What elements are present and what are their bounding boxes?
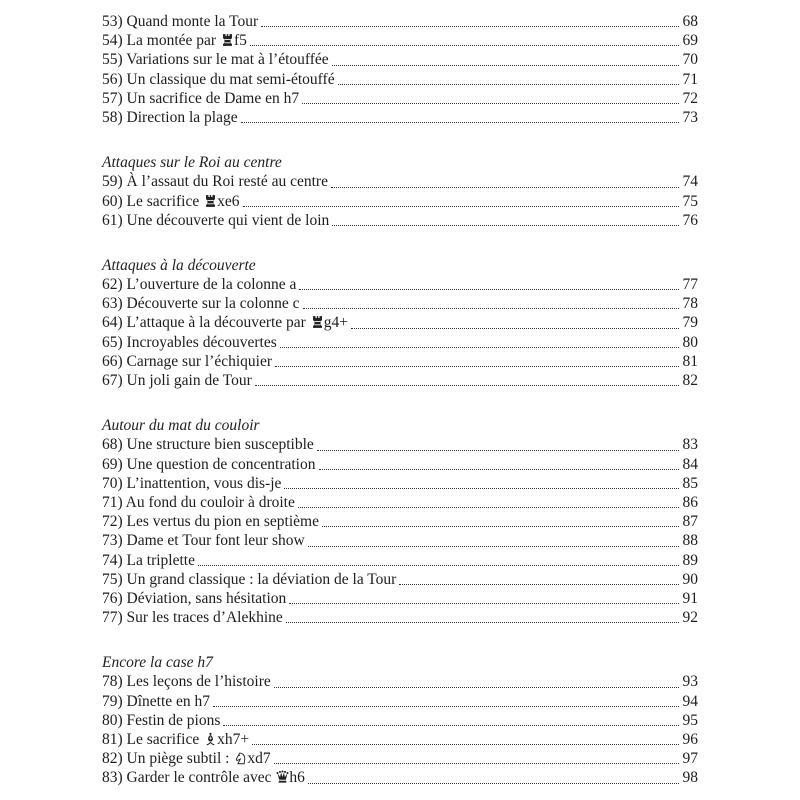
entry-move-notation: xd7 [247, 750, 271, 768]
toc-entry[interactable] [102, 730, 698, 749]
dot-leader [332, 224, 679, 226]
dot-leader [280, 346, 679, 348]
entry-page-number: 70 [682, 51, 698, 69]
toc-entry[interactable] [102, 673, 698, 692]
entry-page-number: 78 [682, 295, 698, 313]
entry-page-number: 71 [682, 70, 698, 88]
entry-title [102, 89, 300, 108]
entry-page-number: 68 [682, 12, 698, 30]
dot-leader [303, 307, 679, 309]
toc-entry[interactable] [102, 352, 698, 371]
dot-leader [289, 602, 679, 604]
dot-leader [213, 705, 679, 707]
entry-title [102, 531, 306, 550]
toc-entry[interactable] [102, 512, 698, 531]
entry-title-text: 60) Le sacrifice [102, 192, 204, 210]
entry-move-notation: xe6 [217, 192, 240, 210]
toc-entry[interactable] [102, 435, 698, 454]
dot-leader [338, 83, 679, 85]
entry-title-text: 79) Dînette en h7 [102, 692, 211, 710]
dot-leader [308, 782, 679, 784]
toc-entry[interactable] [102, 192, 698, 211]
entry-page-number: 74 [682, 173, 698, 191]
entry-page-number: 93 [682, 673, 698, 691]
chess-rook-icon [311, 315, 324, 329]
toc-entry[interactable] [102, 12, 698, 31]
toc-entry[interactable] [102, 455, 698, 474]
toc-entry[interactable] [102, 89, 698, 108]
entry-title-text: 73) Dame et Tour font leur show [102, 532, 305, 550]
entry-title-text: 53) Quand monte la Tour [102, 12, 259, 30]
section-heading: Attaques à la découverte [102, 256, 256, 274]
entry-page-number: 82 [682, 372, 698, 390]
entry-page-number: 81 [682, 352, 698, 370]
dot-leader [302, 102, 679, 104]
entry-title [102, 768, 306, 787]
entry-page-number: 80 [682, 333, 698, 351]
toc-entry[interactable] [102, 211, 698, 230]
entry-title-text: 72) Les vertus du pion en septième [102, 513, 319, 531]
entry-title [102, 294, 301, 313]
entry-title [102, 275, 297, 294]
entry-title [102, 711, 221, 730]
entry-title [102, 313, 349, 332]
toc-entry[interactable] [102, 172, 698, 191]
dot-leader [331, 186, 679, 188]
entry-title [102, 589, 287, 608]
entry-title [102, 50, 330, 69]
entry-title-text: 83) Garder le contrôle avec [102, 769, 276, 787]
dot-leader [351, 327, 679, 329]
entry-title-text: 82) Un piège subtil : [102, 750, 234, 768]
entry-title-text: 78) Les leçons de l’histoire [102, 673, 271, 691]
entry-title [102, 672, 272, 691]
entry-title [102, 730, 250, 749]
chess-rook-icon [204, 194, 217, 208]
entry-page-number: 84 [682, 455, 698, 473]
entry-title-text: 76) Déviation, sans hésitation [102, 589, 287, 607]
entry-title [102, 455, 317, 474]
section-heading: Attaques sur le Roi au centre [102, 154, 282, 172]
dot-leader [399, 583, 679, 585]
entry-title-text: 55) Variations sur le mat à l’étouffée [102, 51, 329, 69]
entry-title [102, 70, 336, 89]
toc-entry[interactable] [102, 711, 698, 730]
entry-title [102, 474, 282, 493]
entry-page-number: 73 [682, 108, 698, 126]
dot-leader [274, 686, 679, 688]
entry-title-text: 58) Direction la plage [102, 108, 238, 126]
entry-title-text: 64) L’attaque à la découverte par [102, 314, 310, 332]
toc-section [102, 653, 698, 787]
toc-entry[interactable] [102, 31, 698, 50]
entry-title-text: 69) Une question de concentration [102, 455, 316, 473]
toc-section [102, 153, 698, 230]
entry-title [102, 31, 248, 50]
entry-title [102, 493, 296, 512]
toc-entry[interactable] [102, 333, 698, 352]
entry-title-text: 68) Une structure bien susceptible [102, 436, 314, 454]
toc-entry[interactable] [102, 768, 698, 787]
entry-title [102, 692, 211, 711]
dot-leader [299, 288, 679, 290]
entry-page-number: 79 [682, 314, 698, 332]
toc-section [102, 416, 698, 627]
dot-leader [319, 468, 680, 470]
toc-entry[interactable] [102, 493, 698, 512]
entry-title [102, 12, 259, 31]
dot-leader [261, 25, 679, 27]
entry-title [102, 172, 329, 191]
dot-leader [198, 564, 679, 566]
toc-section [102, 12, 698, 127]
dot-leader [252, 743, 679, 745]
toc-entry[interactable] [102, 294, 698, 313]
entry-page-number: 90 [682, 570, 698, 588]
dot-leader [298, 506, 679, 508]
section-heading: Encore la case h7 [102, 654, 213, 672]
entry-title-text: 56) Un classique du mat semi-étouffé [102, 70, 335, 88]
dot-leader [250, 44, 679, 46]
table-of-contents [102, 12, 698, 788]
entry-title [102, 512, 320, 531]
dot-leader [286, 621, 679, 623]
entry-title-text: 61) Une découverte qui vient de loin [102, 211, 330, 229]
entry-move-notation: h6 [289, 769, 305, 787]
entry-page-number: 96 [682, 731, 698, 749]
entry-title [102, 749, 272, 768]
entry-page-number: 98 [682, 769, 698, 787]
entry-title-text: 81) Le sacrifice [102, 731, 204, 749]
dot-leader [275, 365, 679, 367]
toc-entry[interactable] [102, 551, 698, 570]
toc-entry[interactable] [102, 589, 698, 608]
entry-title-text: 66) Carnage sur l’échiquier [102, 352, 273, 370]
entry-title-text: 67) Un joli gain de Tour [102, 372, 252, 390]
toc-entry[interactable] [102, 474, 698, 493]
entry-title [102, 435, 315, 454]
entry-title-text: 57) Un sacrifice de Dame en h7 [102, 89, 300, 107]
entry-page-number: 69 [682, 32, 698, 50]
toc-entry[interactable] [102, 692, 698, 711]
dot-leader [322, 525, 679, 527]
entry-page-number: 86 [682, 493, 698, 511]
entry-title-text: 80) Festin de pions [102, 711, 221, 729]
toc-entry[interactable] [102, 70, 698, 89]
entry-title [102, 211, 330, 230]
dot-leader [255, 384, 679, 386]
entry-move-notation: f5 [233, 32, 247, 50]
entry-title [102, 371, 253, 390]
entry-move-notation: xh7+ [217, 731, 250, 749]
entry-title [102, 192, 241, 211]
toc-entry[interactable] [102, 608, 698, 627]
entry-page-number: 92 [682, 609, 698, 627]
dot-leader [308, 545, 679, 547]
entry-page-number: 97 [682, 750, 698, 768]
entry-page-number: 72 [682, 89, 698, 107]
entry-page-number: 87 [682, 513, 698, 531]
toc-entry[interactable] [102, 50, 698, 69]
chess-rook-icon [221, 33, 234, 47]
dot-leader [284, 487, 679, 489]
entry-title-text: 74) La triplette [102, 551, 195, 569]
dot-leader [243, 205, 679, 207]
entry-page-number: 95 [682, 711, 698, 729]
entry-title-text: 54) La montée par [102, 32, 220, 50]
entry-move-notation: g4+ [323, 314, 348, 332]
section-heading: Autour du mat du couloir [102, 417, 260, 435]
dot-leader [332, 64, 679, 66]
toc-entry[interactable] [102, 313, 698, 332]
dot-leader [274, 762, 679, 764]
entry-title-text: 62) L’ouverture de la colonne a [102, 276, 297, 294]
entry-page-number: 89 [682, 551, 698, 569]
entry-page-number: 77 [682, 276, 698, 294]
entry-title [102, 608, 284, 627]
entry-title [102, 551, 196, 570]
toc-entry[interactable] [102, 108, 698, 127]
toc-entry[interactable] [102, 275, 698, 294]
entry-page-number: 88 [682, 532, 698, 550]
dot-leader [241, 121, 679, 123]
entry-title [102, 108, 239, 127]
entry-title-text: 77) Sur les traces d’Alekhine [102, 609, 283, 627]
entry-page-number: 83 [682, 436, 698, 454]
dot-leader [317, 449, 679, 451]
dot-leader [223, 724, 679, 726]
chess-queen-icon [276, 770, 289, 784]
entry-page-number: 91 [682, 589, 698, 607]
toc-entry[interactable] [102, 570, 698, 589]
entry-title-text: 75) Un grand classique : la déviation de la Tour [102, 570, 397, 588]
entry-title-text: 70) L’inattention, vous dis-je [102, 474, 282, 492]
entry-title [102, 570, 397, 589]
entry-page-number: 76 [682, 211, 698, 229]
entry-title [102, 333, 278, 352]
chess-knight-icon [234, 751, 247, 765]
chess-bishop-icon [204, 732, 217, 746]
entry-title-text: 59) À l’assaut du Roi resté au centre [102, 173, 328, 191]
entry-page-number: 85 [682, 474, 698, 492]
toc-entry[interactable] [102, 531, 698, 550]
entry-title-text: 71) Au fond du couloir à droite [102, 493, 295, 511]
entry-title-text: 65) Incroyables découvertes [102, 333, 277, 351]
entry-title [102, 352, 273, 371]
entry-page-number: 75 [682, 192, 698, 210]
toc-entry[interactable] [102, 371, 698, 390]
entry-title-text: 63) Découverte sur la colonne c [102, 295, 300, 313]
toc-entry[interactable] [102, 749, 698, 768]
toc-section [102, 256, 698, 390]
entry-page-number: 94 [682, 692, 698, 710]
